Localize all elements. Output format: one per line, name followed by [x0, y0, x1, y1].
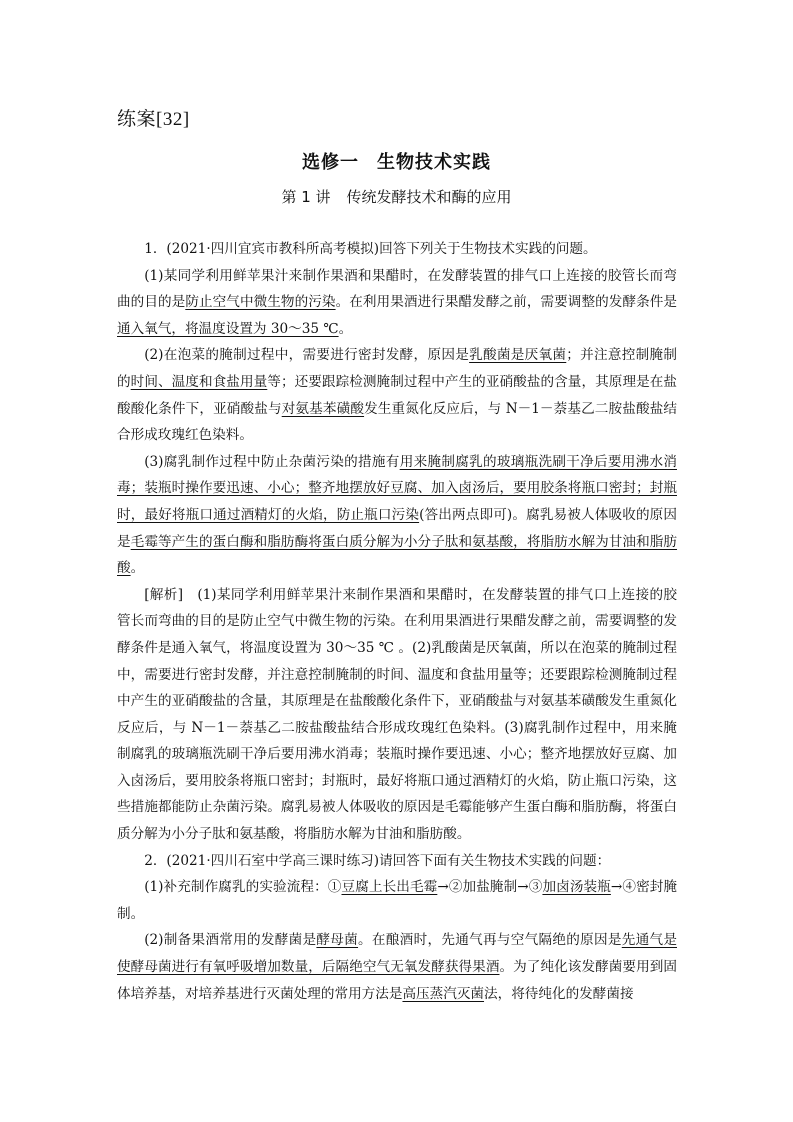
title-part: 选修一 [302, 152, 359, 173]
answer-blank: 高压蒸汽灭菌 [402, 985, 485, 1002]
question-2-part-1: (1)补充制作腐乳的实验流程：①豆腐上长出毛霉→②加盐腌制→③加卤汤装瓶→④密封腌制。 [117, 879, 678, 922]
question-1-part-1: (1)某同学利用鲜苹果汁来制作果酒和果醋时，在发酵装置的排气口上连接的胶管长而弯曲的目的是防止空气中微生物的污染。在利用果酒进行果醋发酵之前，需要调整的发酵条件是通入氧气，将温度设置为 30～35 ℃。 [117, 267, 678, 337]
chapter-title [0, 148, 793, 174]
exercise-label: 练案[32] [117, 109, 190, 130]
question-1-stem: 1．(2021·四川宜宾市教科所高考模拟)回答下列关于生物技术实践的问题。 [144, 241, 597, 257]
title-name: 生物技术实践 [377, 152, 491, 173]
question-1-part-3: (3)腐乳制作过程中防止杂菌污染的措施有用来腌制腐乳的玻璃瓶洗刷干净后要用沸水消毒；装瓶时操作要迅速、小心；整齐地摆放好豆腐、加入卤汤后，要用胶条将瓶口密封；封瓶时，最好将瓶口通过酒精灯的火焰，防止瓶口污染(答出两点即可)。腐乳易被人体吸收的原因是毛霉等产生的蛋白酶和脂肪酶将蛋白质分解为小分子肽和氨基酸，将脂肪水解为甘油和脂肪酸。 [117, 453, 678, 577]
question-2-part-2: (2)制备果酒常用的发酵菌是酵母菌。在酿酒时，先通气再与空气隔绝的原因是先通气是使酵母菌进行有氧呼吸增加数量，后隔绝空气无氧发酵获得果酒。为了纯化该发酵菌要用到固体培养基，对培养基进行灭菌处理的常用方法是高压蒸汽灭菌法，将待纯化的发酵菌接 [117, 932, 677, 1002]
answer-blank: 通入氧气，将温度设置为 30～35 ℃ [117, 320, 339, 337]
answer-blank: 防止空气中微生物的污染 [185, 294, 336, 311]
answer-blank: 酵母菌 [316, 932, 359, 949]
answer-blank: 先通气是使酵母菌进行有氧呼吸增加数量，后隔绝空气无氧发酵获得果酒 [117, 932, 677, 976]
question-1-analysis: [解析] (1)某同学利用鲜苹果汁来制作果酒和果醋时，在发酵装置的排气口上连接的胶管长而弯曲的目的是防止空气中微生物的污染。在利用果酒进行果醋发酵之前，需要调整的发酵条件是通入氧气，将温度设置为 30～35 ℃ 。(2)乳酸菌是厌氧菌，所以在泡菜的腌制过程中，需要进行密封发酵，并注意控制腌制的时间、温度和食盐用量等；还要跟踪检测腌制过程中产生的亚硝酸盐的含量，其原理是在盐酸酸化条件下，亚硝酸盐与对氨基苯磺酸发生重氮化反应后，与 N－1－萘基乙二胺盐酸盐结合形成玫瑰红色染料。(3)腐乳制作过程中，用来腌制腐乳的玻璃瓶洗刷干净后要用沸水消毒；装瓶时操作要迅速、小心；整齐地摆放好豆腐、加入卤汤后，要用胶条将瓶口密封；封瓶时，最好将瓶口通过酒精灯的火焰，防止瓶口污染，这些措施都能防止杂菌污染。腐乳易被人体吸收的原因是毛霉能够产生蛋白酶和脂肪酶，将蛋白质分解为小分子肽和氨基酸，将脂肪水解为甘油和脂肪酸。 [117, 586, 677, 843]
answer-blank: 用来腌制腐乳的玻璃瓶洗刷干净后要用沸水消毒；装瓶时操作要迅速、小心；整齐地摆放好豆腐、加入卤汤后，要用胶条将瓶口密封；封瓶时，最好将瓶口通过酒精灯的火焰，防止瓶口污染 [117, 453, 677, 523]
document-body [117, 236, 677, 1007]
answer-blank: 乳酸菌是厌氧菌 [469, 347, 567, 364]
answer-blank: 加卤汤装瓶 [542, 879, 611, 896]
answer-blank: 毛霉等产生的蛋白酶和脂肪酶将蛋白质分解为小分子肽和氨基酸，将脂肪水解为甘油和脂肪酸 [117, 533, 678, 577]
answer-blank: 对氨基苯磺酸 [281, 400, 365, 417]
lesson-title [0, 186, 793, 207]
answer-blank: 豆腐上长出毛霉 [341, 879, 438, 896]
question-2-stem: 2．(2021·四川石室中学高三课时练习)请回答下面有关生物技术实践的问题： [144, 852, 611, 869]
lesson-number: 第 1 讲 [281, 188, 331, 206]
answer-blank: 时间、温度和食盐用量 [130, 373, 268, 390]
question-1-part-2: (2)在泡菜的腌制过程中，需要进行密封发酵，原因是乳酸菌是厌氧菌；并注意控制腌制的时间、温度和食盐用量等；还要跟踪检测腌制过程中产生的亚硝酸盐的含量，其原理是在盐酸酸化条件下，亚硝酸盐与对氨基苯磺酸发生重氮化反应后，与 N－1－萘基乙二胺盐酸盐结合形成玫瑰红色染料。 [117, 347, 678, 444]
lesson-name: 传统发酵技术和酶的应用 [346, 188, 512, 206]
